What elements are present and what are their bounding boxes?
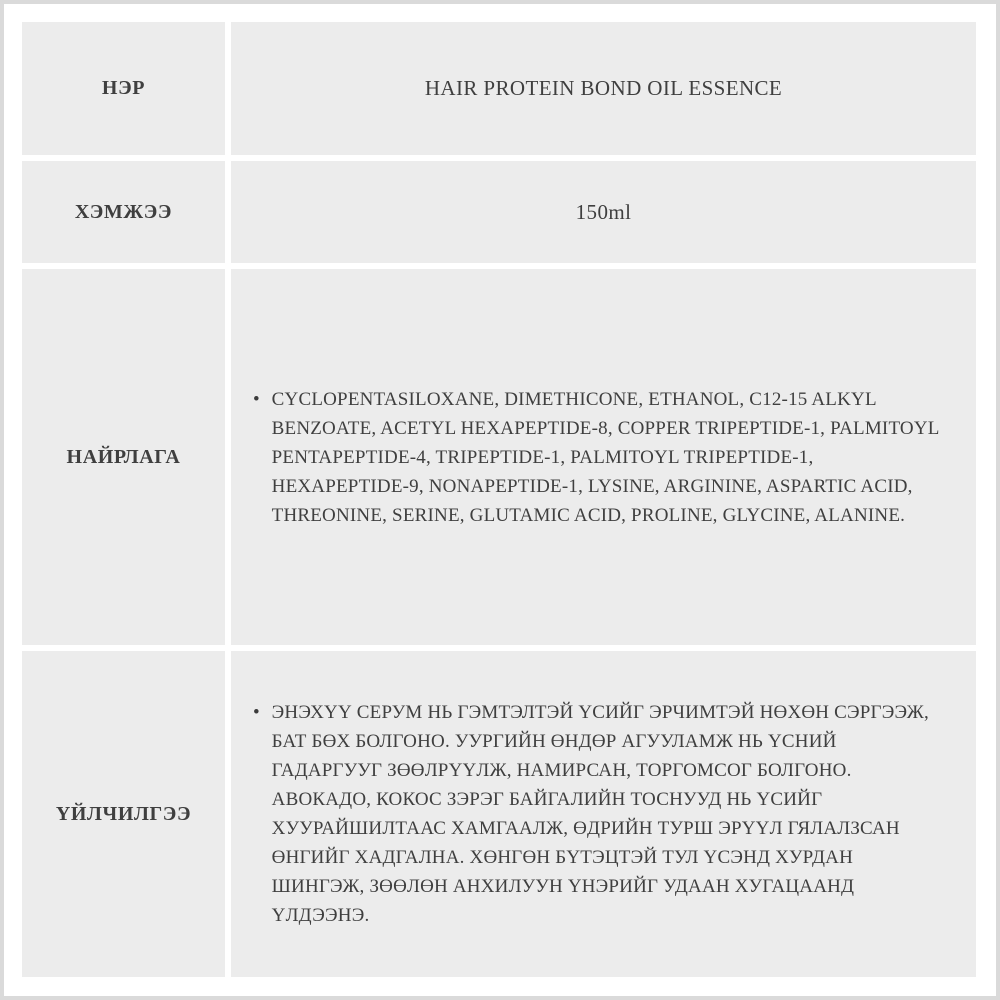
row-size-value-cell (231, 161, 976, 263)
row-size-label-cell (22, 161, 225, 263)
row-ingredients-label: НАЙРЛАГА (66, 445, 181, 468)
product-name-value: HAIR PROTEIN BOND OIL ESSENCE (424, 76, 783, 100)
bullet-icon: • (253, 388, 260, 410)
row-effects-value-cell (231, 651, 976, 977)
effects-text: ЭНЭХҮҮ СЕРУМ НЬ ГЭМТЭЛТЭЙ ҮСИЙГ ЭРЧИМТЭЙ НӨХӨН СЭРГЭЭЖ, БАТ БӨХ БОЛГОНО. УУРГИЙН ӨНДӨР АГУУЛАМЖ НЬ ҮСНИЙ ГАДАРГУУГ ЗӨӨЛРҮҮЛЖ, НАМИРСАН, ТОРГОМСОГ БОЛГОНО. АВОКАДО, КОКОС ЗЭРЭГ БАЙГАЛИЙН ТОСНУУД НЬ ҮСИЙГ ХУУРАЙШИЛТААС ХАМГААЛЖ, ӨДРИЙН ТУРШ ЭРҮҮЛ ГЯЛАЛЗСАН ӨНГИЙГ ХАДГАЛНА. ХӨНГӨН БҮТЭЦТЭЙ ТУЛ ҮСЭНД ХУРДАН ШИНГЭЖ, ЗӨӨЛӨН АНХИЛУУН ҮНЭРИЙГ УДААН ХУГАЦААНД ҮЛДЭЭНЭ. (271, 702, 929, 926)
row-name-label: НЭР (101, 77, 146, 99)
bullet-icon: • (253, 702, 260, 723)
row-ingredients-value-cell (231, 269, 976, 645)
ingredients-bullet-item (253, 385, 948, 530)
row-effects-label: ҮЙЛЧИЛГЭЭ (55, 802, 192, 825)
product-size-value: 150ml (575, 199, 632, 224)
row-ingredients-label-cell (22, 269, 225, 645)
effects-bullet-item (253, 698, 948, 930)
ingredients-text: CYCLOPENTASILOXANE, DIMETHICONE, ETHANOL, C12-15 ALKYL BENZOATE, ACETYL HEXAPEPTIDE-8, COPPER TRIPEPTIDE-1, PALMITOYL PENTAPEPTIDE-4, TRIPEPTIDE-1, PALMITOYL TRIPEPTIDE-1, HEXAPEPTIDE-9, NONAPEPTIDE-1, LYSINE, ARGININE, ASPARTIC ACID, THREONINE, SERINE, GLUTAMIC ACID, PROLINE, GLYCINE, ALANINE. (271, 388, 939, 526)
row-name-label-cell (22, 22, 225, 155)
product-spec-table (22, 22, 976, 977)
row-name-value-cell (231, 22, 976, 155)
row-size-label: ХЭМЖЭЭ (74, 200, 173, 223)
row-effects-label-cell (22, 651, 225, 977)
